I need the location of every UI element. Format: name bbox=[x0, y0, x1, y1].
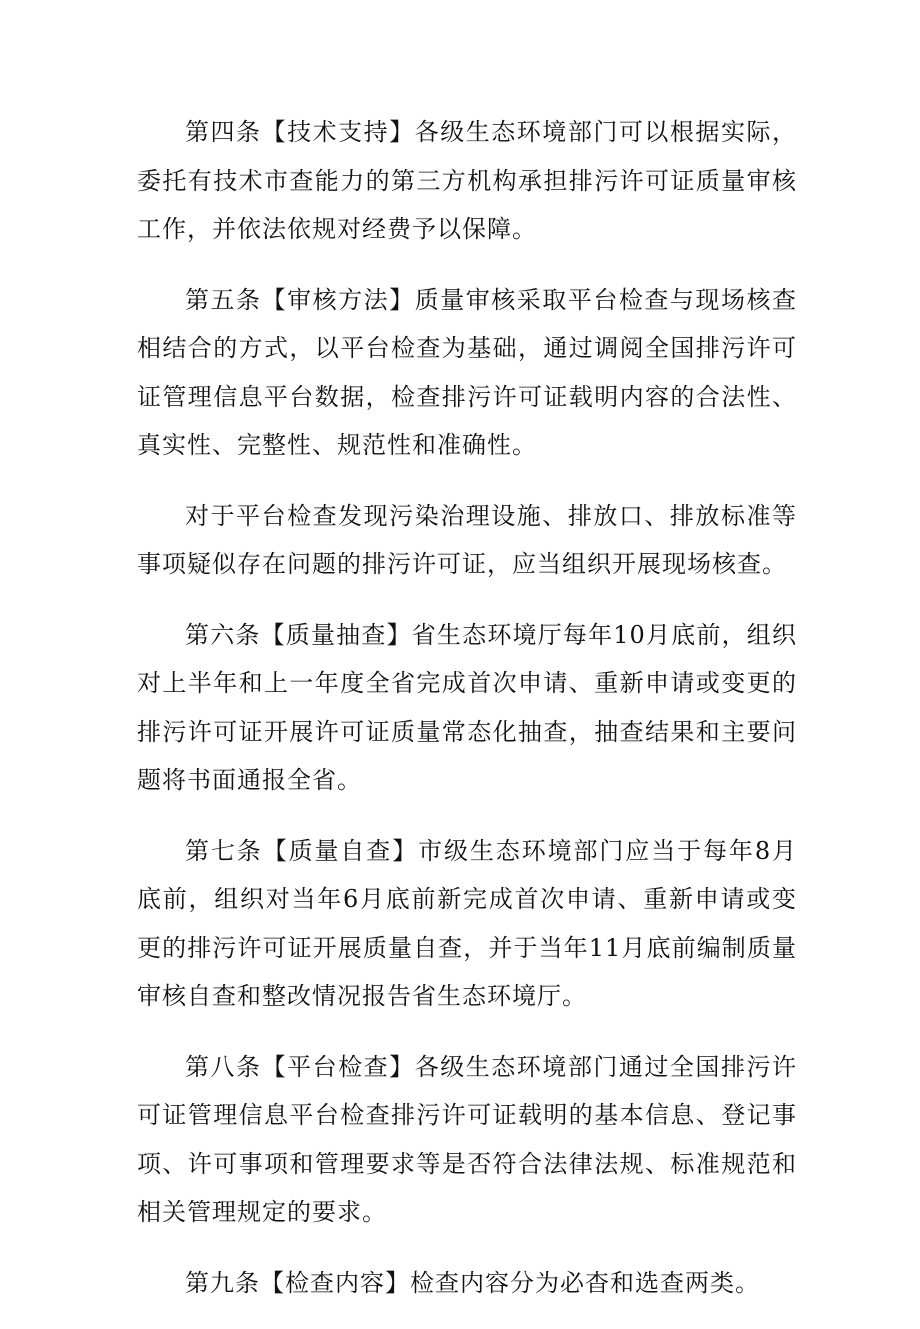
article-7-paragraph: 第七条【质量自查】市级生态环境部门应当于每年8月底前，组织对当年6月底前新完成首次申请、重新申请或变更的排污许可证开展质量自查，并于当年11月底前编制质量审核自查和整改情况报告省生态环境厅。 bbox=[137, 836, 797, 1010]
onsite-check-paragraph: 对于平台检查发现污染治理设施、排放口、排放标准等事项疑似存在问题的排污许可证，应当组织开展现场核查。 bbox=[137, 501, 797, 578]
article-5-paragraph: 第五条【审核方法】质量审核采取平台检查与现场核查相结合的方式，以平台检查为基础，通过调阅全国排污许可证管理信息平台数据，检查排污许可证载明内容的合法性、真实性、完整性、规范性和准确性。 bbox=[137, 285, 797, 459]
article-4-paragraph: 第四条【技术支持】各级生态环境部门可以根据实际，委托有技术市查能力的第三方机构承担排污许可证质量审核工作，并依法依规对经费予以保障。 bbox=[137, 118, 797, 243]
article-8-paragraph: 第八条【平台检查】各级生态环境部门通过全国排污许可证管理信息平台检查排污许可证载明的基本信息、登记事项、许可事项和管理要求等是否符合法律法规、标准规范和相关管理规定的要求。 bbox=[137, 1052, 797, 1226]
article-6-paragraph: 第六条【质量抽查】省生态环境厅每年10月底前，组织对上半年和上一年度全省完成首次申请、重新申请或变更的排污许可证开展许可证质量常态化抽查，抽查结果和主要问题将书面通报全省。 bbox=[137, 620, 797, 794]
document-body bbox=[137, 108, 797, 1329]
article-9-paragraph: 第九条【检查内容】检查内容分为必杳和选查两类。 bbox=[185, 1268, 760, 1297]
